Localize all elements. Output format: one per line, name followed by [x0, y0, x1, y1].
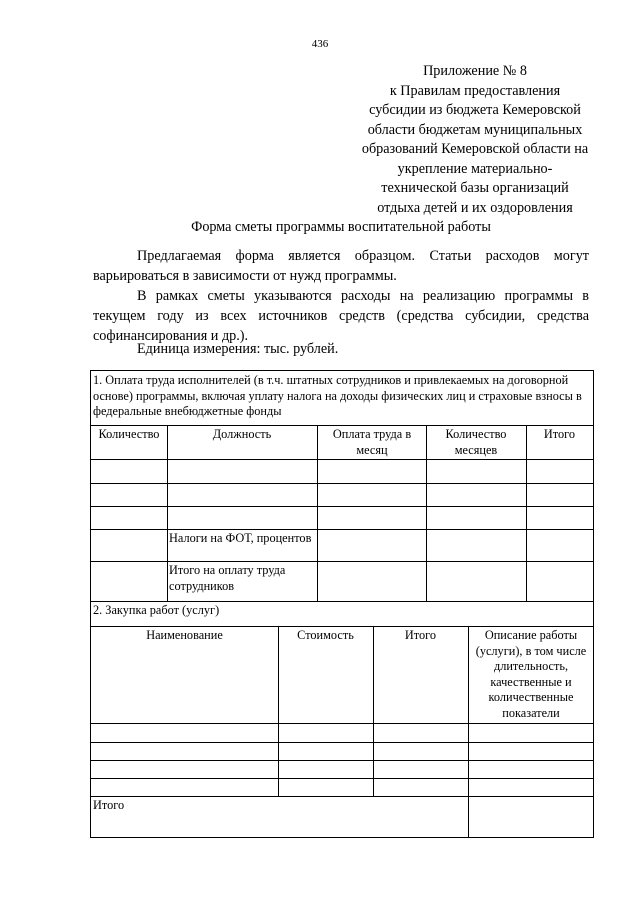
appendix-line: отдыха детей и их оздоровления [377, 199, 573, 216]
form-title: Форма сметы программы воспитательной работы [191, 219, 491, 235]
table-line [91, 601, 593, 602]
row-taxes-label: Налоги на ФОТ, процентов [169, 531, 312, 545]
row-pay-total-label: Итого на оплату труда сотрудников [169, 563, 286, 593]
header-total: Итого [404, 628, 437, 642]
section2-total-label: Итого [93, 798, 125, 812]
paragraph-note [93, 246, 589, 286]
table-line [91, 483, 593, 484]
appendix-line: образований Кемеровской области на [361, 141, 589, 157]
table-line [91, 459, 593, 460]
appendix-line: укрепление материально- [397, 160, 553, 177]
table-line [468, 626, 469, 837]
section1-title: 1. Оплата труда исполнителей (в т.ч. штатных сотрудников и привлекаемых на договорной основе) программы, включая уплату налога на доходы физических лиц и страховые взносы в федеральные внебюджетные фонды [93, 373, 582, 418]
header-description: Описание работы (услуги), в том числе длительность, качественные и количественные показатели [475, 628, 587, 720]
table-line [526, 425, 527, 601]
page-number: 436 [311, 38, 329, 50]
table-line [91, 778, 593, 779]
header-months: Количество месяцев [445, 427, 507, 457]
table-line [91, 760, 593, 761]
header-position: Должность [212, 427, 272, 441]
appendix-line: субсидии из бюджета Кемеровской [369, 102, 581, 118]
header-name: Наименование [146, 628, 223, 642]
header-monthly-pay: Оплата труда в месяц [332, 427, 412, 457]
paragraph-unit [93, 339, 589, 359]
paragraph-text: Единица измерения: тыс. рублей. [137, 341, 339, 357]
table-line [91, 561, 593, 562]
header-total: Итого [543, 427, 576, 441]
table-line [167, 425, 168, 601]
table-line [91, 742, 593, 743]
header-cost: Стоимость [297, 628, 354, 642]
table-line [373, 626, 374, 796]
appendix-line: области бюджетам муниципальных [367, 121, 583, 138]
appendix-line: технической базы организаций [381, 180, 569, 196]
paragraph-text: Предлагаемая форма является образцом. Статьи расходов могут варьироваться в зависимости от нужд программы. [93, 248, 589, 284]
table-line [91, 529, 593, 530]
table-line [317, 425, 318, 601]
section2-title: 2. Закупка работ (услуг) [93, 603, 220, 617]
header-quantity: Количество [98, 427, 160, 441]
estimate-table [90, 370, 594, 838]
table-line [91, 506, 593, 507]
appendix-line: Приложение № 8 [423, 63, 527, 79]
paragraph-scope [93, 286, 589, 346]
appendix-header [336, 62, 614, 218]
appendix-line: к Правилам предоставления [389, 82, 561, 99]
paragraph-text: В рамках сметы указываются расходы на реализацию программы в текущем году из всех источников средств (средства субсидии, средства софинансирования и др.). [93, 288, 589, 344]
table-line [278, 626, 279, 796]
table-line [91, 626, 593, 627]
table-line [91, 796, 593, 797]
table-line [91, 723, 593, 724]
